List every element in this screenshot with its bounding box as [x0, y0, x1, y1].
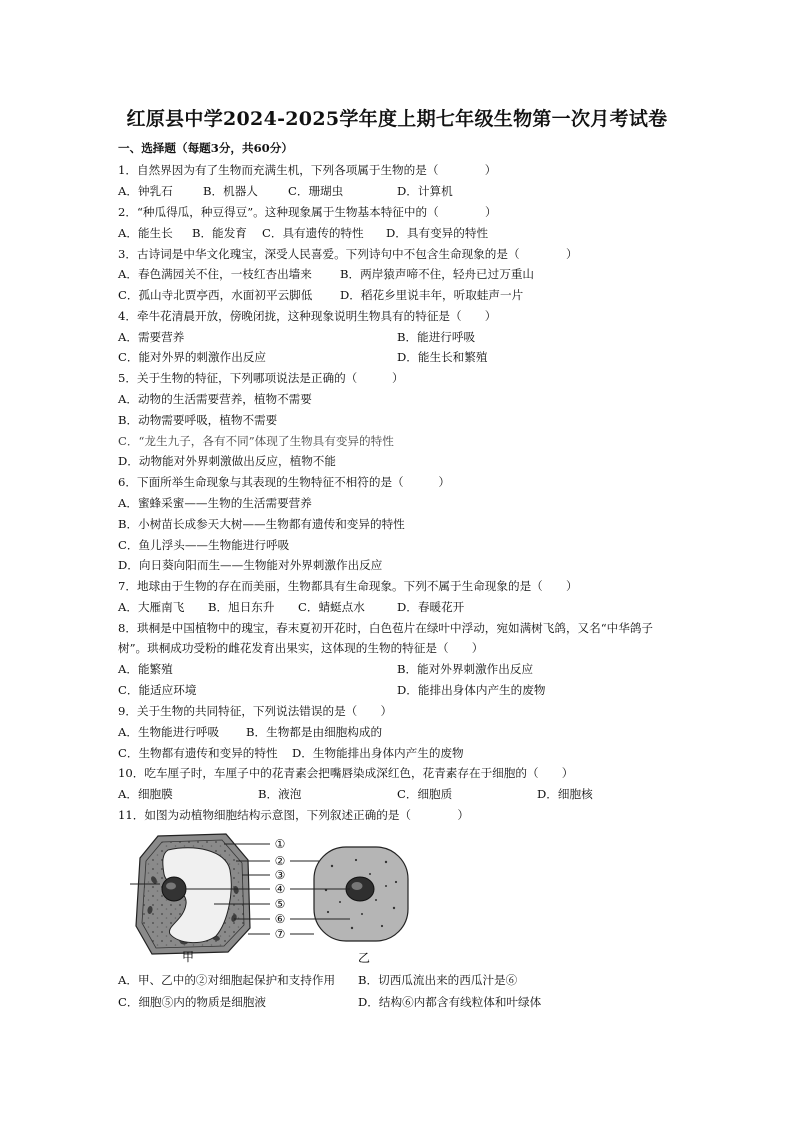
- cell-diagram: [124, 830, 414, 964]
- q10-option-d: D．细胞核: [537, 787, 593, 801]
- q9-option-b: B．生物都是由细胞构成的: [246, 725, 383, 739]
- label-5: ⑤: [274, 897, 286, 911]
- q11-option-c: C．细胞⑤内的物质是细胞液: [118, 995, 266, 1009]
- label-4: ④: [274, 882, 286, 896]
- question-8-stem-line1: 8．珙桐是中国植物中的瑰宝，春末夏初开花时，白色苞片在绿叶中浮动，宛如满树飞鸽，又名“中华鸽子: [118, 621, 654, 635]
- question-7-stem: 7．地球由于生物的存在而美丽，生物都具有生命现象。下列不属于生命现象的是（ ）: [118, 579, 578, 593]
- q6-option-c: C．鱼儿浮头——生物能进行呼吸: [118, 538, 290, 552]
- q8-option-c: C．能适应环境: [118, 683, 197, 697]
- question-6-stem: 6．下面所举生命现象与其表现的生物特征不相符的是（ ）: [118, 475, 451, 489]
- q7-option-c: C．蜻蜓点水: [298, 600, 365, 614]
- q4-option-b: B．能进行呼吸: [397, 330, 476, 344]
- question-5-stem: 5．关于生物的特征，下列哪项说法是正确的（ ）: [118, 371, 404, 385]
- question-1-stem: 1．自然界因为有了生物而充满生机，下列各项属于生物的是（ ）: [118, 163, 497, 177]
- q1-option-a: A．钟乳石: [118, 184, 173, 198]
- q3-option-d: D．稻花乡里说丰年，听取蛙声一片: [340, 288, 524, 302]
- q5-option-a: A．动物的生活需要营养，植物不需要: [118, 392, 312, 406]
- q6-option-b: B．小树苗长成参天大树——生物都有遗传和变异的特性: [118, 517, 405, 531]
- q4-option-d: D．能生长和繁殖: [397, 350, 488, 364]
- label-jia: 甲: [181, 950, 195, 964]
- q10-option-a: A．细胞膜: [118, 787, 173, 801]
- q2-option-b: B．能发育: [192, 226, 247, 240]
- label-2: ②: [274, 854, 286, 868]
- plant-nucleus: [162, 877, 186, 901]
- question-4-stem: 4．牵牛花清晨开放，傍晚闭拢，这种现象说明生物具有的特征是（ ）: [118, 309, 497, 323]
- q8-option-b: B．能对外界刺激作出反应: [397, 662, 534, 676]
- q2-option-c: C．具有遗传的特性: [262, 226, 364, 240]
- q8-option-d: D．能排出身体内产生的废物: [397, 683, 546, 697]
- q7-option-b: B．旭日东升: [208, 600, 275, 614]
- q9-option-c: C．生物都有遗传和变异的特性: [118, 746, 278, 760]
- section-heading: 一、选择题（每题3分，共60分）: [118, 141, 293, 155]
- label-3: ③: [274, 868, 286, 882]
- q5-option-b: B．动物需要呼吸，植物不需要: [118, 413, 278, 427]
- q6-option-a: A．蜜蜂采蜜——生物的生活需要营养: [118, 496, 312, 510]
- q9-option-a: A．生物能进行呼吸: [118, 725, 220, 739]
- label-7: ⑦: [274, 927, 286, 941]
- q7-option-d: D．春暖花开: [397, 600, 465, 614]
- q2-option-d: D．具有变异的特性: [386, 226, 489, 240]
- label-6: ⑥: [274, 912, 286, 926]
- q4-option-a: A．需要营养: [118, 330, 185, 344]
- q5-option-d: D．动物能对外界刺激做出反应，植物不能: [118, 454, 336, 468]
- q8-option-a: A．能繁殖: [118, 662, 173, 676]
- question-2-stem: 2．“种瓜得瓜，种豆得豆”。这种现象属于生物基本特征中的（ ）: [118, 205, 497, 219]
- q6-option-d: D．向日葵向阳而生——生物能对外界刺激作出反应: [118, 558, 383, 572]
- q9-option-d: D．生物能排出身体内产生的废物: [292, 746, 464, 760]
- page-title: 红原县中学2024-2025学年度上期七年级生物第一次月考试卷: [126, 108, 668, 130]
- q2-option-a: A．能生长: [118, 226, 173, 240]
- q11-option-a: A．甲、乙中的②对细胞起保护和支持作用: [118, 973, 336, 987]
- q7-option-a: A．大雁南飞: [118, 600, 185, 614]
- q4-option-c: C．能对外界的刺激作出反应: [118, 350, 266, 364]
- q3-option-c: C．孤山寺北贾亭西，水面初平云脚低: [118, 288, 313, 302]
- question-11-stem: 11．如图为动植物细胞结构示意图，下列叙述正确的是（ ）: [118, 808, 469, 822]
- q1-option-b: B．机器人: [203, 184, 258, 198]
- question-9-stem: 9．关于生物的共同特征，下列说法错误的是（ ）: [118, 704, 393, 718]
- q5-option-c: C．“龙生九子，各有不同”体现了生物具有变异的特性: [118, 434, 394, 448]
- q11-option-b: B．切西瓜流出来的西瓜汁是⑥: [358, 973, 518, 987]
- label-yi: 乙: [357, 951, 371, 964]
- q1-option-d: D．计算机: [397, 184, 453, 198]
- q11-option-d: D．结构⑥内都含有线粒体和叶绿体: [358, 995, 542, 1009]
- q3-option-b: B．两岸猿声啼不住，轻舟已过万重山: [340, 267, 535, 281]
- q10-option-c: C．细胞质: [397, 787, 453, 801]
- q3-option-a: A．春色满园关不住，一枝红杏出墙来: [118, 267, 312, 281]
- question-10-stem: 10．吃车厘子时，车厘子中的花青素会把嘴唇染成深红色，花青素存在于细胞的（ ）: [118, 766, 574, 780]
- label-1: ①: [274, 837, 286, 851]
- question-3-stem: 3．古诗词是中华文化瑰宝，深受人民喜爱。下列诗句中不包含生命现象的是（ ）: [118, 247, 578, 261]
- question-8-stem-line2: 树”。珙桐成功受粉的雌花发育出果实，这体现的生物的特征是（ ）: [118, 641, 484, 655]
- q10-option-b: B．液泡: [258, 787, 302, 801]
- q1-option-c: C．珊瑚虫: [288, 184, 344, 198]
